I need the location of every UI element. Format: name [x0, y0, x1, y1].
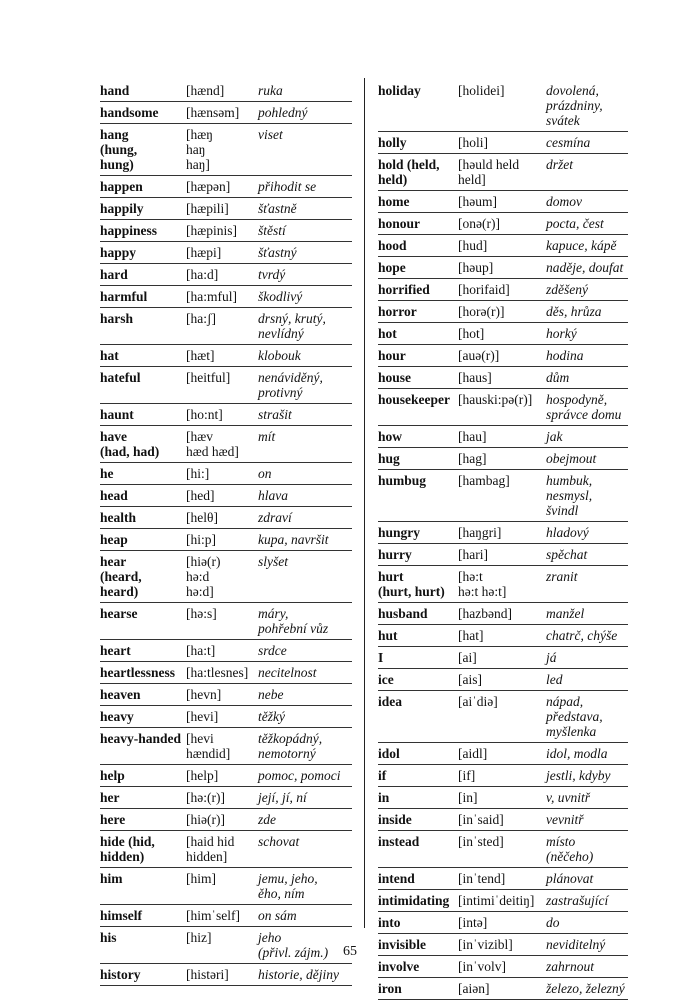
- vocabulary-row: [100, 404, 352, 426]
- pronunciation: [hau]: [458, 429, 487, 444]
- headword: health: [100, 510, 137, 525]
- vocabulary-row: [378, 470, 628, 522]
- pronunciation: [hænsəm]: [186, 105, 240, 120]
- headword: hat: [100, 348, 119, 363]
- pronunciation: [hevn]: [186, 687, 222, 702]
- translation: on: [258, 466, 272, 481]
- pronunciation: [həup]: [458, 260, 494, 275]
- translation: v, uvnitř: [546, 790, 590, 805]
- vocabulary-row: [378, 257, 628, 279]
- translation: zranit: [546, 569, 578, 584]
- vocabulary-column-right: [378, 80, 628, 1000]
- headword: hug: [378, 451, 400, 466]
- headword: help: [100, 768, 125, 783]
- headword: harmful: [100, 289, 148, 304]
- column-divider: [364, 78, 365, 928]
- pronunciation: [hevi hændid]: [186, 731, 231, 761]
- translation: nebe: [258, 687, 284, 702]
- vocabulary-row: [378, 80, 628, 132]
- translation: hodina: [546, 348, 584, 363]
- vocabulary-row: [100, 551, 352, 603]
- translation: kapuce, kápě: [546, 238, 617, 253]
- vocabulary-row: [378, 448, 628, 470]
- vocabulary-row: [100, 831, 352, 868]
- headword: hood: [378, 238, 407, 253]
- vocabulary-row: [100, 684, 352, 706]
- headword: hand: [100, 83, 130, 98]
- translation: těžký: [258, 709, 285, 724]
- headword: hungry: [378, 525, 421, 540]
- translation: viset: [258, 127, 283, 142]
- headword: hide (hid, hidden): [100, 834, 155, 864]
- headword: heavy-handed: [100, 731, 182, 746]
- pronunciation: [horə(r)]: [458, 304, 505, 319]
- pronunciation: [hiə(r) hə:d hə:d]: [186, 554, 221, 599]
- pronunciation: [həuld held held]: [458, 157, 520, 187]
- translation: místo (něčeho): [546, 834, 594, 864]
- vocabulary-row: [378, 978, 628, 1000]
- headword: instead: [378, 834, 420, 849]
- translation: do: [546, 915, 560, 930]
- headword: her: [100, 790, 120, 805]
- vocabulary-row: [100, 264, 352, 286]
- headword: he: [100, 466, 114, 481]
- translation: slyšet: [258, 554, 288, 569]
- vocabulary-row: [100, 507, 352, 529]
- vocabulary-row: [378, 912, 628, 934]
- pronunciation: [inˈtend]: [458, 871, 506, 886]
- translation: cesmína: [546, 135, 591, 150]
- translation: šťastně: [258, 201, 297, 216]
- vocabulary-row: [378, 691, 628, 743]
- translation: děs, hrůza: [546, 304, 602, 319]
- translation: humbuk, nesmysl, švindl: [546, 473, 593, 518]
- vocabulary-row: [378, 566, 628, 603]
- vocabulary-row: [378, 868, 628, 890]
- pronunciation: [hiz]: [186, 930, 212, 945]
- vocabulary-row: [100, 286, 352, 308]
- pronunciation: [haus]: [458, 370, 492, 385]
- translation: nenáviděný, protivný: [258, 370, 323, 400]
- pronunciation: [himˈself]: [186, 908, 240, 923]
- headword: humbug: [378, 473, 427, 488]
- vocabulary-row: [378, 625, 628, 647]
- vocabulary-row: [378, 191, 628, 213]
- vocabulary-row: [378, 890, 628, 912]
- headword: intimidating: [378, 893, 450, 908]
- pronunciation: [ha:ʃ]: [186, 311, 216, 326]
- vocabulary-row: [100, 80, 352, 102]
- pronunciation: [holi]: [458, 135, 488, 150]
- headword: I: [378, 650, 384, 665]
- translation: hlava: [258, 488, 288, 503]
- translation: domov: [546, 194, 582, 209]
- vocabulary-row: [100, 124, 352, 176]
- vocabulary-row: [378, 367, 628, 389]
- headword: hear (heard, heard): [100, 554, 142, 599]
- headword: holly: [378, 135, 407, 150]
- pronunciation: [onə(r)]: [458, 216, 500, 231]
- headword: horrified: [378, 282, 430, 297]
- vocabulary-row: [378, 345, 628, 367]
- headword: handsome: [100, 105, 159, 120]
- headword: head: [100, 488, 128, 503]
- translation: štěstí: [258, 223, 286, 238]
- pronunciation: [hə:s]: [186, 606, 217, 621]
- headword: happen: [100, 179, 143, 194]
- translation: přihodit se: [258, 179, 317, 194]
- headword: inside: [378, 812, 412, 827]
- vocabulary-row: [378, 544, 628, 566]
- translation: zahrnout: [546, 959, 595, 974]
- translation: manžel: [546, 606, 585, 621]
- vocabulary-row: [378, 235, 628, 257]
- vocabulary-row: [378, 522, 628, 544]
- vocabulary-row: [100, 640, 352, 662]
- vocabulary-row: [378, 647, 628, 669]
- translation: obejmout: [546, 451, 597, 466]
- headword: invisible: [378, 937, 427, 952]
- vocabulary-row: [100, 905, 352, 927]
- vocabulary-row: [378, 426, 628, 448]
- translation: plánovat: [546, 871, 594, 886]
- headword: holiday: [378, 83, 421, 98]
- pronunciation: [hed]: [186, 488, 215, 503]
- headword: have (had, had): [100, 429, 160, 459]
- headword: himself: [100, 908, 142, 923]
- pronunciation: [inˈsaid]: [458, 812, 504, 827]
- translation: jemu, jeho, ěho, ním: [258, 871, 318, 901]
- pronunciation: [ha:tlesnes]: [186, 665, 249, 680]
- translation: vevnitř: [546, 812, 584, 827]
- headword: idol: [378, 746, 400, 761]
- headword: happy: [100, 245, 137, 260]
- pronunciation: [hud]: [458, 238, 488, 253]
- vocabulary-row: [100, 345, 352, 367]
- headword: hurry: [378, 547, 412, 562]
- pronunciation: [holidei]: [458, 83, 505, 98]
- pronunciation: [hevi]: [186, 709, 219, 724]
- translation: hospodyně, správce domu: [546, 392, 622, 422]
- translation: jestli, kdyby: [546, 768, 611, 783]
- vocabulary-row: [100, 728, 352, 765]
- translation: spěchat: [546, 547, 588, 562]
- pronunciation: [intə]: [458, 915, 488, 930]
- headword: happiness: [100, 223, 158, 238]
- vocabulary-column-left: [100, 80, 352, 986]
- pronunciation: [haid hid hidden]: [186, 834, 235, 864]
- vocabulary-row: [100, 964, 352, 986]
- vocabulary-row: [378, 279, 628, 301]
- translation: pohledný: [258, 105, 308, 120]
- headword: heavy: [100, 709, 134, 724]
- pronunciation: [help]: [186, 768, 219, 783]
- translation: zde: [258, 812, 276, 827]
- translation: dům: [546, 370, 570, 385]
- pronunciation: [ho:nt]: [186, 407, 223, 422]
- translation: nápad, představa, myšlenka: [546, 694, 603, 739]
- translation: idol, modla: [546, 746, 608, 761]
- translation: držet: [546, 157, 573, 172]
- headword: him: [100, 871, 123, 886]
- pronunciation: [if]: [458, 768, 476, 783]
- headword: heartlessness: [100, 665, 175, 680]
- vocabulary-row: [100, 868, 352, 905]
- translation: on sám: [258, 908, 297, 923]
- headword: his: [100, 930, 117, 945]
- vocabulary-row: [378, 787, 628, 809]
- pronunciation: [hə:(r)]: [186, 790, 225, 805]
- pronunciation: [ais]: [458, 672, 482, 687]
- pronunciation: [hi:]: [186, 466, 210, 481]
- headword: here: [100, 812, 126, 827]
- pronunciation: [hat]: [458, 628, 484, 643]
- vocabulary-row: [100, 220, 352, 242]
- headword: horror: [378, 304, 417, 319]
- vocabulary-row: [100, 308, 352, 345]
- headword: how: [378, 429, 403, 444]
- pronunciation: [inˈvolv]: [458, 959, 506, 974]
- pronunciation: [hæpili]: [186, 201, 229, 216]
- translation: horký: [546, 326, 577, 341]
- vocabulary-row: [378, 323, 628, 345]
- vocabulary-row: [378, 389, 628, 426]
- translation: ruka: [258, 83, 283, 98]
- vocabulary-row: [100, 198, 352, 220]
- pronunciation: [hæpən]: [186, 179, 231, 194]
- pronunciation: [hænd]: [186, 83, 225, 98]
- headword: intend: [378, 871, 415, 886]
- headword: if: [378, 768, 387, 783]
- translation: schovat: [258, 834, 300, 849]
- headword: hope: [378, 260, 406, 275]
- vocabulary-row: [378, 213, 628, 235]
- vocabulary-row: [100, 787, 352, 809]
- pronunciation: [aiˈdiə]: [458, 694, 498, 709]
- page-number: 65: [343, 944, 357, 959]
- headword: in: [378, 790, 390, 805]
- vocabulary-row: [100, 242, 352, 264]
- headword: history: [100, 967, 141, 982]
- headword: iron: [378, 981, 402, 996]
- pronunciation: [hæŋ haŋ haŋ]: [186, 127, 213, 172]
- translation: jeho (přivl. zájm.): [258, 930, 329, 960]
- headword: happily: [100, 201, 144, 216]
- pronunciation: [hiə(r)]: [186, 812, 225, 827]
- pronunciation: [hæpinis]: [186, 223, 238, 238]
- pronunciation: [hæv hæd hæd]: [186, 429, 239, 459]
- vocabulary-row: [378, 743, 628, 765]
- headword: heart: [100, 643, 131, 658]
- vocabulary-row: [100, 809, 352, 831]
- headword: housekeeper: [378, 392, 450, 407]
- headword: hard: [100, 267, 128, 282]
- translation: necitelnost: [258, 665, 317, 680]
- pronunciation: [hæt]: [186, 348, 215, 363]
- translation: dovolená, prázdniny, svátek: [546, 83, 603, 128]
- pronunciation: [helθ]: [186, 510, 218, 525]
- translation: já: [546, 650, 557, 665]
- pronunciation: [in]: [458, 790, 478, 805]
- translation: mít: [258, 429, 276, 444]
- headword: heaven: [100, 687, 141, 702]
- pronunciation: [hari]: [458, 547, 488, 562]
- pronunciation: [heitful]: [186, 370, 231, 385]
- pronunciation: [horifaid]: [458, 282, 510, 297]
- pronunciation: [hot]: [458, 326, 485, 341]
- pronunciation: [ha:mful]: [186, 289, 237, 304]
- pronunciation: [hag]: [458, 451, 487, 466]
- pronunciation: [him]: [186, 871, 216, 886]
- headword: involve: [378, 959, 420, 974]
- translation: škodlivý: [258, 289, 303, 304]
- vocabulary-row: [378, 765, 628, 787]
- translation: strašit: [258, 407, 292, 422]
- vocabulary-row: [100, 485, 352, 507]
- translation: máry, pohřební vůz: [258, 606, 329, 636]
- translation: její, jí, ní: [258, 790, 307, 805]
- pronunciation: [ha:d]: [186, 267, 219, 282]
- pronunciation: [aiən]: [458, 981, 490, 996]
- translation: led: [546, 672, 563, 687]
- vocabulary-row: [100, 102, 352, 124]
- translation: těžkopádný, nemotorný: [258, 731, 323, 761]
- pronunciation: [inˈsted]: [458, 834, 504, 849]
- pronunciation: [hauski:pə(r)]: [458, 392, 533, 407]
- headword: hurt (hurt, hurt): [378, 569, 445, 599]
- translation: jak: [546, 429, 563, 444]
- headword: husband: [378, 606, 428, 621]
- headword: hang (hung, hung): [100, 127, 138, 172]
- headword: hot: [378, 326, 397, 341]
- headword: hateful: [100, 370, 141, 385]
- pronunciation: [inˈvizibl]: [458, 937, 513, 952]
- translation: pocta, čest: [546, 216, 604, 231]
- translation: neviditelný: [546, 937, 606, 952]
- pronunciation: [hazbənd]: [458, 606, 512, 621]
- vocabulary-row: [100, 367, 352, 404]
- vocabulary-row: [100, 529, 352, 551]
- pronunciation: [hambag]: [458, 473, 510, 488]
- vocabulary-row: [378, 301, 628, 323]
- vocabulary-row: [100, 176, 352, 198]
- headword: harsh: [100, 311, 134, 326]
- vocabulary-row: [100, 603, 352, 640]
- translation: šťastný: [258, 245, 297, 260]
- vocabulary-row: [100, 662, 352, 684]
- pronunciation: [histəri]: [186, 967, 229, 982]
- translation: klobouk: [258, 348, 301, 363]
- headword: hut: [378, 628, 398, 643]
- translation: srdce: [258, 643, 287, 658]
- pronunciation: [hə:t hə:t hə:t]: [458, 569, 507, 599]
- headword: ice: [378, 672, 394, 687]
- translation: železo, železný: [546, 981, 625, 996]
- headword: into: [378, 915, 401, 930]
- headword: heap: [100, 532, 128, 547]
- headword: haunt: [100, 407, 134, 422]
- pronunciation: [ha:t]: [186, 643, 216, 658]
- translation: zděšený: [546, 282, 588, 297]
- pronunciation: [haŋgri]: [458, 525, 502, 540]
- vocabulary-row: [378, 132, 628, 154]
- vocabulary-row: [378, 154, 628, 191]
- pronunciation: [həum]: [458, 194, 497, 209]
- pronunciation: [hæpi]: [186, 245, 222, 260]
- vocabulary-row: [100, 706, 352, 728]
- translation: chatrč, chýše: [546, 628, 618, 643]
- headword: home: [378, 194, 410, 209]
- vocabulary-row: [378, 603, 628, 625]
- pronunciation: [intimiˈdeitiŋ]: [458, 893, 535, 908]
- headword: house: [378, 370, 412, 385]
- pronunciation: [auə(r)]: [458, 348, 500, 363]
- translation: drsný, krutý, nevlídný: [258, 311, 326, 341]
- headword: hour: [378, 348, 406, 363]
- pronunciation: [hi:p]: [186, 532, 216, 547]
- pronunciation: [aidl]: [458, 746, 488, 761]
- translation: naděje, doufat: [546, 260, 624, 275]
- translation: pomoc, pomoci: [258, 768, 341, 783]
- translation: hladový: [546, 525, 589, 540]
- vocabulary-row: [100, 463, 352, 485]
- vocabulary-row: [378, 809, 628, 831]
- pronunciation: [ai]: [458, 650, 477, 665]
- headword: hearse: [100, 606, 138, 621]
- vocabulary-row: [100, 765, 352, 787]
- vocabulary-row: [100, 426, 352, 463]
- translation: tvrdý: [258, 267, 286, 282]
- translation: historie, dějiny: [258, 967, 339, 982]
- vocabulary-row: [378, 669, 628, 691]
- headword: hold (held, held): [378, 157, 440, 187]
- translation: zastrašující: [546, 893, 609, 908]
- translation: zdraví: [258, 510, 292, 525]
- headword: idea: [378, 694, 403, 709]
- headword: honour: [378, 216, 421, 231]
- vocabulary-row: [378, 831, 628, 868]
- translation: kupa, navršit: [258, 532, 329, 547]
